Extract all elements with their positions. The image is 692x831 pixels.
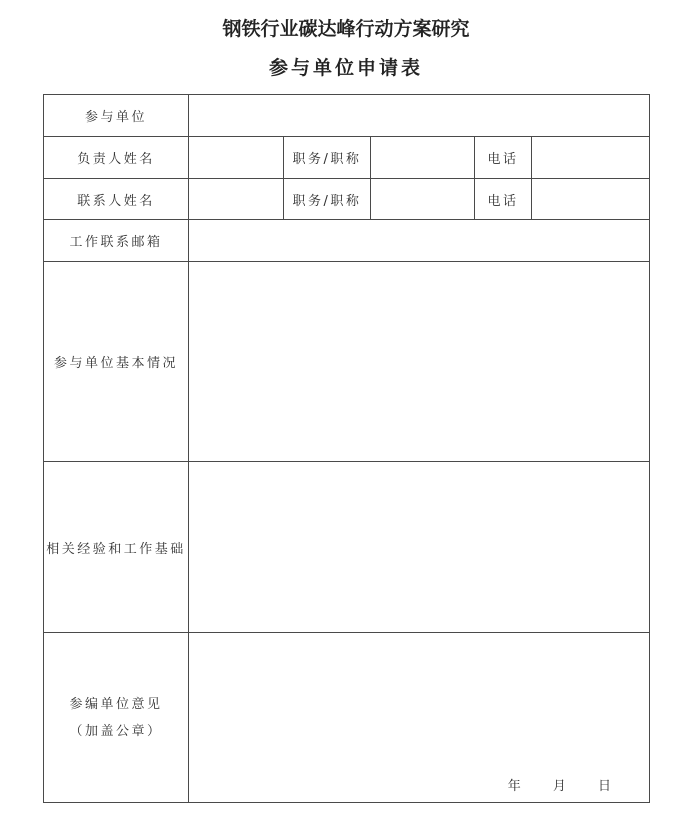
year-label: 年 [507, 779, 521, 794]
leader-phone-label: 电话 [475, 137, 532, 179]
contact-name-label: 联系人姓名 [44, 179, 189, 220]
opinion-label: 参编单位意见 [69, 696, 163, 712]
contact-phone-field[interactable] [532, 179, 650, 220]
contact-name-field[interactable] [189, 179, 284, 220]
row-opinion [44, 633, 650, 803]
leader-position-label: 职务/职称 [284, 137, 371, 179]
basic-info-label: 参与单位基本情况 [44, 262, 189, 462]
row-email [44, 220, 650, 262]
document-subtitle: 参与单位申请表 [268, 57, 423, 79]
opinion-label-cell [44, 633, 189, 803]
row-basic-info [44, 262, 650, 462]
row-contact [44, 179, 650, 220]
document-title: 钢铁行业碳达峰行动方案研究 [222, 18, 470, 40]
row-experience [44, 462, 650, 633]
leader-phone-field[interactable] [532, 137, 650, 179]
date-line [480, 775, 611, 794]
email-field[interactable] [189, 220, 650, 262]
opinion-field[interactable] [189, 633, 650, 803]
basic-info-field[interactable] [189, 262, 650, 462]
leader-name-field[interactable] [189, 137, 284, 179]
leader-name-label: 负责人姓名 [44, 137, 189, 179]
participating-unit-field[interactable] [189, 95, 650, 137]
row-leader [44, 137, 650, 179]
row-participating-unit [44, 95, 650, 137]
contact-position-label: 职务/职称 [284, 179, 371, 220]
seal-note: （加盖公章） [69, 723, 163, 739]
application-form-table [43, 94, 650, 803]
participating-unit-label: 参与单位 [44, 95, 189, 137]
leader-position-field[interactable] [371, 137, 475, 179]
contact-position-field[interactable] [371, 179, 475, 220]
day-label: 日 [598, 779, 612, 794]
month-label: 月 [552, 779, 566, 794]
experience-field[interactable] [189, 462, 650, 633]
contact-phone-label: 电话 [475, 179, 532, 220]
experience-label: 相关经验和工作基础 [44, 462, 189, 633]
email-label: 工作联系邮箱 [44, 220, 189, 262]
